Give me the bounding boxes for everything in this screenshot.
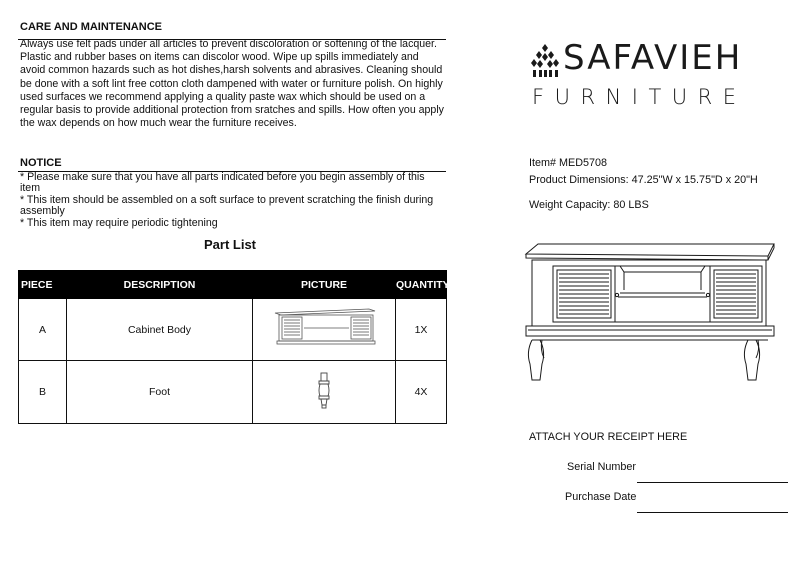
picture-cell bbox=[253, 361, 396, 424]
weight-capacity: Weight Capacity: 80 LBS bbox=[529, 199, 649, 211]
brand-name: SAFAVIEH bbox=[563, 38, 743, 78]
table-row bbox=[19, 299, 447, 361]
tv-cabinet-drawing bbox=[518, 240, 780, 398]
parts-table-header bbox=[19, 271, 447, 299]
notice-line: item bbox=[20, 182, 41, 195]
header-piece: PIECE bbox=[19, 271, 67, 299]
care-line: the wax depends on how much wear the furniture receives. bbox=[20, 117, 297, 130]
purchase-date-label: Purchase Date bbox=[565, 491, 637, 503]
purchase-date-line bbox=[637, 512, 788, 513]
notice-title: NOTICE bbox=[20, 157, 62, 169]
header-description: DESCRIPTION bbox=[67, 271, 253, 299]
serial-number-line bbox=[637, 482, 788, 483]
part-list-title: Part List bbox=[204, 237, 257, 252]
quantity-cell: 1X bbox=[396, 299, 447, 361]
piece-cell: A bbox=[19, 299, 67, 361]
care-line: used surfaces we recommend applying a quality paste wax which should be used on a bbox=[20, 90, 426, 103]
care-paragraph bbox=[20, 38, 460, 130]
description-cell: Foot bbox=[67, 361, 253, 424]
foot-thumbnail-icon bbox=[314, 371, 334, 411]
care-line: avoid common hazards such as hot dishes,harsh solvents and abrasives. Cleaning should bbox=[20, 64, 443, 77]
piece-cell: B bbox=[19, 361, 67, 424]
care-line: regular basis to provide additional protection from sratches and spills. How often you apply bbox=[20, 104, 444, 117]
care-line: be done with a soft lint free cotton cloth dampened with water or furniture polish. On highly bbox=[20, 77, 443, 90]
parts-table bbox=[18, 270, 450, 424]
quantity-cell: 4X bbox=[396, 361, 447, 424]
header-picture: PICTURE bbox=[253, 271, 396, 299]
notice-line: * Please make sure that you have all parts indicated before you begin assembly of this bbox=[20, 171, 425, 183]
description-cell: Cabinet Body bbox=[67, 299, 253, 361]
item-number: Item# MED5708 bbox=[529, 157, 608, 169]
picture-cell bbox=[253, 299, 396, 361]
care-line: Always use felt pads under all articles to prevent discoloration or softening of the lacquer. bbox=[20, 38, 437, 50]
brand-subtitle: FURNITURE bbox=[532, 85, 747, 109]
notice-list bbox=[20, 172, 450, 229]
care-line: Plastic and rubber bases on items can discolor wood. Wipe up spills immediately and bbox=[20, 51, 419, 64]
care-title: CARE AND MAINTENANCE bbox=[20, 21, 162, 33]
header-quantity: QUANTITY bbox=[396, 271, 447, 299]
product-dimensions: Product Dimensions: 47.25"W x 15.75"D x 20"H bbox=[529, 174, 758, 186]
notice-line: assembly bbox=[20, 205, 65, 218]
pyramid-dots-icon bbox=[530, 44, 560, 78]
notice-line: * This item should be assembled on a soft surface to prevent scratching the finish during bbox=[20, 193, 434, 206]
cabinet-thumbnail-icon bbox=[269, 303, 379, 353]
table-row bbox=[19, 361, 447, 424]
notice-line: * This item may require periodic tightening bbox=[20, 216, 218, 229]
receipt-title: ATTACH YOUR RECEIPT HERE bbox=[529, 431, 688, 443]
serial-number-label: Serial Number bbox=[567, 461, 637, 473]
